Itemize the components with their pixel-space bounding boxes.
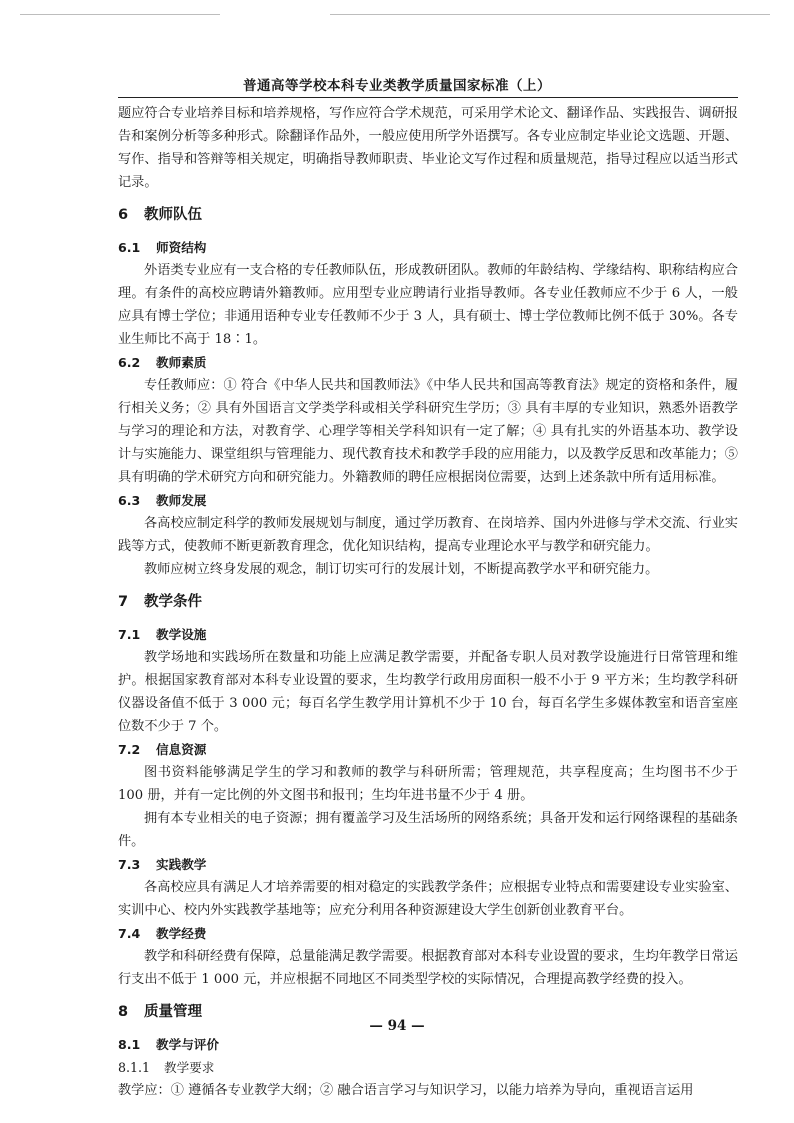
subsection-number: 7.3 [118,857,141,872]
subsection-title: 教学设施 [156,627,207,642]
subsection-number: 6.1 [118,240,141,255]
subsection-8-1-heading [118,1033,738,1056]
subsection-number: 7.1 [118,627,141,642]
subsection-title: 实践教学 [156,857,207,872]
page-number: — 94 — [369,1018,425,1034]
subsection-title: 教学经费 [156,926,207,941]
paragraph: 专任教师应：① 符合《中华人民共和国教师法》《中华人民共和国高等教育法》规定的资格和条件，履行相关义务；② 具有外国语言文学类学科或相关学科研究生学历；③ 具有丰厚的专业知识，熟悉外语教学与学习的理论和方法，对教育学、心理学等相关学科知识有一定了解；④ 具有扎实的外语基本功、教学设计与实施能力、课堂组织与管理能力、现代教育技术和教学手段的应用能力，以及教学反思和改革能力；⑤ 具有明确的学术研究方向和研究能力。外籍教师的聘任应根据岗位需要，达到上述条款中所有适用标准。 [118,378,738,485]
subsection-title: 师资结构 [156,240,207,255]
subsection-number: 7.2 [118,742,141,757]
subsection-7-1-heading [118,623,738,646]
paragraph: 各高校应具有满足人才培养需要的相对稳定的实践教学条件；应根据专业特点和需要建设专业实验室、实训中心、校内外实践教学基地等；应充分利用各种资源建设大学生创新创业教育平台。 [118,880,738,918]
section-7-heading [118,589,738,615]
subsection-number: 6.3 [118,493,141,508]
section-number: 6 [118,207,129,223]
subsubsection-8-1-1-heading [118,1056,738,1079]
subsection-7-4-heading [118,922,738,945]
section-title: 教师队伍 [144,207,202,223]
paragraph: 图书资料能够满足学生的学习和教师的教学与科研所需；管理规范，共享程度高；生均图书不少于 100 册，并有一定比例的外文图书和报刊；生均年进书量不少于 4 册。 [118,765,738,803]
subsection-title: 教师发展 [156,493,207,508]
paragraph: 拥有本专业相关的电子资源；拥有覆盖学习及生活场所的网络系统；具备开发和运行网络课程的基础条件。 [118,811,738,849]
subsection-number: 6.2 [118,355,141,370]
subsection-6-3-heading [118,489,738,512]
subsection-7-2-heading [118,738,738,761]
section-number: 8 [118,1004,129,1020]
subsection-title: 教学与评价 [156,1037,219,1052]
section-6-heading [118,202,738,228]
header-rule [118,97,738,98]
subsection-6-2-heading [118,351,738,374]
subsection-title: 教师素质 [156,355,207,370]
paragraph: 教师应树立终身发展的观念，制订切实可行的发展计划，不断提高教学水平和研究能力。 [144,562,659,577]
section-title: 质量管理 [144,1004,202,1020]
paragraph: 教学应：① 遵循各专业教学大纲；② 融合语言学习与知识学习，以能力培养为导向，重视语言运用 [118,1083,694,1098]
subsection-number: 7.4 [118,926,141,941]
subsection-6-1-heading [118,236,738,259]
subsection-7-3-heading [118,853,738,876]
intro-paragraph: 题应符合专业培养目标和培养规格，写作应符合学术规范，可采用学术论文、翻译作品、实践报告、调研报告和案例分析等多种形式。除翻译作品外，一般应使用所学外语撰写。各专业应制定毕业论文选题、开题、写作、指导和答辩等相关规定，明确指导教师职责、毕业论文写作过程和质量规范，指导过程应以适当形式记录。 [118,106,738,190]
paragraph: 教学和科研经费有保障，总量能满足教学需要。根据教育部对本科专业设置的要求，生均年教学日常运行支出不低于 1 000 元，并应根据不同地区不同类型学校的实际情况，合理提高教学经费的投入。 [118,949,738,987]
paragraph: 外语类专业应有一支合格的专任教师队伍，形成教研团队。教师的年龄结构、学缘结构、职称结构应合理。有条件的高校应聘请外籍教师。应用型专业应聘请行业指导教师。各专业任教师应不少于 6 人，一般应具有博士学位；非通用语种专业专任教师不少于 3 人，具有硕士、博士学位教师比例不低于 30%。各专业生师比不高于 18∶1。 [118,263,738,347]
page-body [118,102,738,1102]
top-edge-mark-left [20,14,220,15]
paragraph: 教学场地和实践场所在数量和功能上应满足教学需要，并配备专职人员对教学设施进行日常管理和维护。根据国家教育部对本科专业设置的要求，生均教学行政用房面积一般不小于 9 平方米；生均教学科研仪器设备值不低于 3 000 元；每百名学生教学用计算机不少于 10 台，每百名学生多媒体教室和语音室座位数不少于 7 个。 [118,650,738,734]
section-number: 7 [118,594,129,610]
paragraph: 各高校应制定科学的教师发展规划与制度，通过学历教育、在岗培养、国内外进修与学术交流、行业实践等方式，使教师不断更新教育理念，优化知识结构，提高专业理论水平与教学和研究能力。 [118,516,738,554]
subsection-number: 8.1 [118,1037,141,1052]
subsubsection-title: 教学要求 [164,1060,215,1075]
subsection-title: 信息资源 [156,742,207,757]
subsubsection-number: 8.1.1 [118,1060,151,1075]
running-header-title: 普通高等学校本科专业类教学质量国家标准（上） [243,78,551,94]
section-title: 教学条件 [144,594,202,610]
top-edge-mark-right [330,14,770,15]
